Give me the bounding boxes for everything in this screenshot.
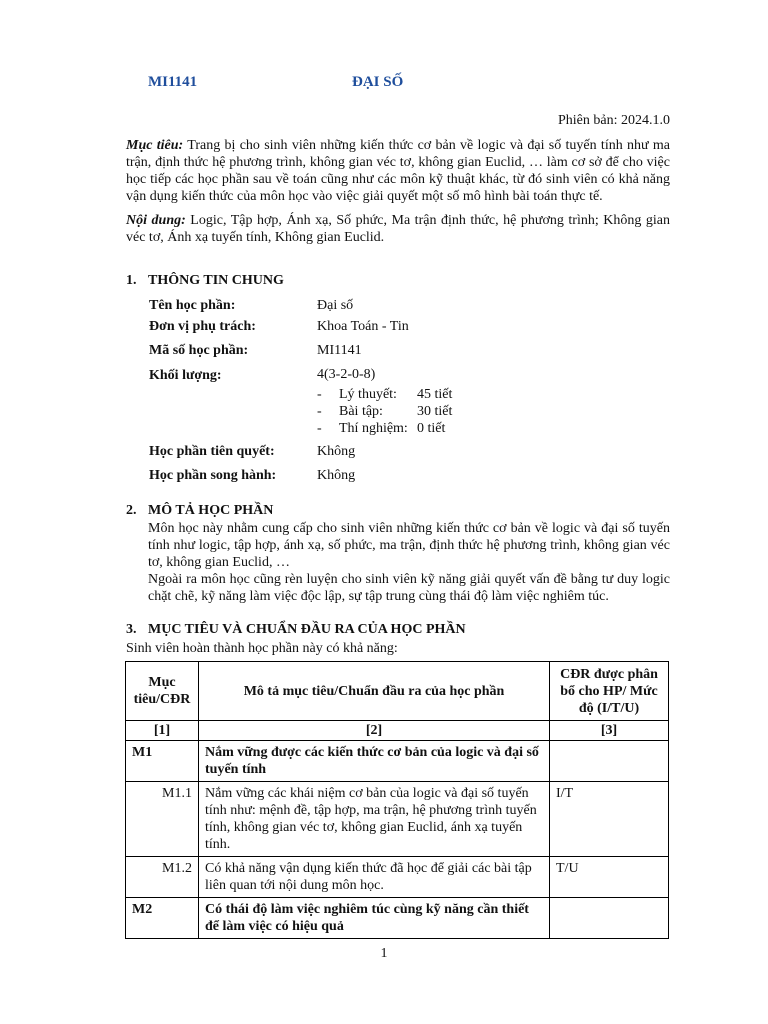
section-3-intro: Sinh viên hoàn thành học phần này có khả năng:: [126, 641, 398, 656]
workload-dash: -: [317, 387, 322, 402]
objective-level: T/U: [550, 857, 669, 898]
workload-dash: -: [317, 404, 322, 419]
objective-level: I/T: [550, 782, 669, 857]
section-1-heading: [126, 273, 284, 289]
table-header-row: [126, 662, 669, 721]
workload-value: 0 tiết: [417, 421, 446, 436]
description-paragraph-2: Ngoài ra môn học cũng rèn luyện cho sinh viên kỹ năng giải quyết vấn đề bằng tư duy logic chặt chẽ, kỹ năng làm việc độc lập, sự tập trung cùng thái độ làm việc nghiêm túc.: [148, 572, 670, 604]
info-value-code: MI1141: [317, 343, 362, 358]
objective-id: M1.1: [126, 782, 199, 857]
info-label-unit: Đơn vị phụ trách:: [149, 319, 256, 334]
course-title: ĐẠI SỐ: [352, 74, 404, 90]
section-1-title: THÔNG TIN CHUNG: [148, 273, 284, 288]
section-3-number: 3.: [126, 622, 137, 637]
objective-text: Trang bị cho sinh viên những kiến thức cơ bản về logic và đại số tuyến tính như ma trận, định thức hệ phương trình, không gian véc tơ, không gian Euclid, … làm cơ sở để cho việc học tiếp các học phần sau về toán cũng như các môn kỹ thuật khác, từ đó sinh viên có khả năng vận dụng kiến thức của môn học vào việc giải quyết một số mô hình bài toán thực tế.: [126, 138, 671, 204]
table-row: [126, 857, 669, 898]
workload-list: [317, 386, 452, 437]
index-2: [2]: [199, 721, 550, 741]
objective-desc: Nắm vững được các kiến thức cơ bản của logic và đại số tuyến tính: [199, 741, 550, 782]
header-level: CĐR được phân bổ cho HP/ Mức độ (I/T/U): [550, 662, 669, 721]
workload-key: Bài tập:: [339, 404, 383, 419]
info-label-workload: Khối lượng:: [149, 368, 222, 383]
objective-paragraph: [126, 137, 670, 205]
objective-id: M1.2: [126, 857, 199, 898]
objective-desc: Có khả năng vận dụng kiến thức đã học để giải các bài tập liên quan tới nội dung môn học.: [199, 857, 550, 898]
header-objective: Mục tiêu/CĐR: [126, 662, 199, 721]
section-2-number: 2.: [126, 503, 137, 518]
section-1-number: 1.: [126, 273, 137, 288]
section-2-title: MÔ TẢ HỌC PHẦN: [148, 503, 274, 518]
content-paragraph: [126, 212, 670, 246]
content-label: Nội dung:: [126, 213, 186, 228]
objective-id: M1: [126, 741, 199, 782]
workload-item: [317, 386, 452, 403]
version-label: Phiên bản: 2024.1.0: [558, 113, 670, 128]
workload-key: Lý thuyết:: [339, 387, 397, 402]
table-row: [126, 741, 669, 782]
info-label-prereq: Học phần tiên quyết:: [149, 444, 275, 459]
objective-id: M2: [126, 898, 199, 939]
info-label-coreq: Học phần song hành:: [149, 468, 277, 483]
index-3: [3]: [550, 721, 669, 741]
workload-key: Thí nghiệm:: [339, 421, 408, 436]
info-value-name: Đại số: [317, 298, 354, 313]
workload-dash: -: [317, 421, 322, 436]
workload-item: [317, 420, 452, 437]
info-label-name: Tên học phần:: [149, 298, 236, 313]
objective-desc: Có thái độ làm việc nghiêm túc cùng kỹ năng cần thiết để làm việc có hiệu quả: [199, 898, 550, 939]
description-paragraph-1: Môn học này nhằm cung cấp cho sinh viên những kiến thức cơ bản về logic và đại số tuyến tính như logic, tập hợp, ánh xạ, số phức, ma trận, định thức hệ phương trình, không gian véc tơ, không gian Euclid, …: [148, 521, 670, 570]
course-code: MI1141: [148, 74, 198, 90]
info-value-unit: Khoa Toán - Tin: [317, 319, 409, 334]
objective-level: [550, 741, 669, 782]
info-value-prereq: Không: [317, 444, 356, 459]
table-index-row: [126, 721, 669, 741]
page-number: 1: [380, 946, 388, 961]
workload-value: 45 tiết: [417, 387, 453, 402]
header-description: Mô tả mục tiêu/Chuẩn đầu ra của học phần: [199, 662, 550, 721]
info-value-coreq: Không: [317, 468, 356, 483]
workload-value: 30 tiết: [417, 404, 453, 419]
table-row: [126, 782, 669, 857]
table-row: [126, 898, 669, 939]
section-3-title: MỤC TIÊU VÀ CHUẨN ĐẦU RA CỦA HỌC PHẦN: [148, 622, 466, 637]
index-1: [1]: [126, 721, 199, 741]
workload-item: [317, 403, 452, 420]
section-3-heading: [126, 622, 466, 638]
info-value-workload: 4(3-2-0-8): [317, 367, 376, 382]
info-label-code: Mã số học phần:: [149, 343, 249, 358]
objective-level: [550, 898, 669, 939]
content-text: Logic, Tập hợp, Ánh xạ, Số phức, Ma trận định thức, hệ phương trình; Không gian véc tơ, Ánh xạ tuyến tính, Không gian Euclid.: [126, 213, 670, 245]
objective-desc: Nắm vững các khái niệm cơ bản của logic và đại số tuyến tính như: mệnh đề, tập hợp, ma trận, hệ phương trình tuyến tính, không gian véc tơ, không gian Euclid, ánh xạ tuyến tính.: [199, 782, 550, 857]
objective-label: Mục tiêu:: [126, 138, 184, 153]
section-2-heading: [126, 503, 273, 519]
objectives-table: [125, 661, 669, 939]
